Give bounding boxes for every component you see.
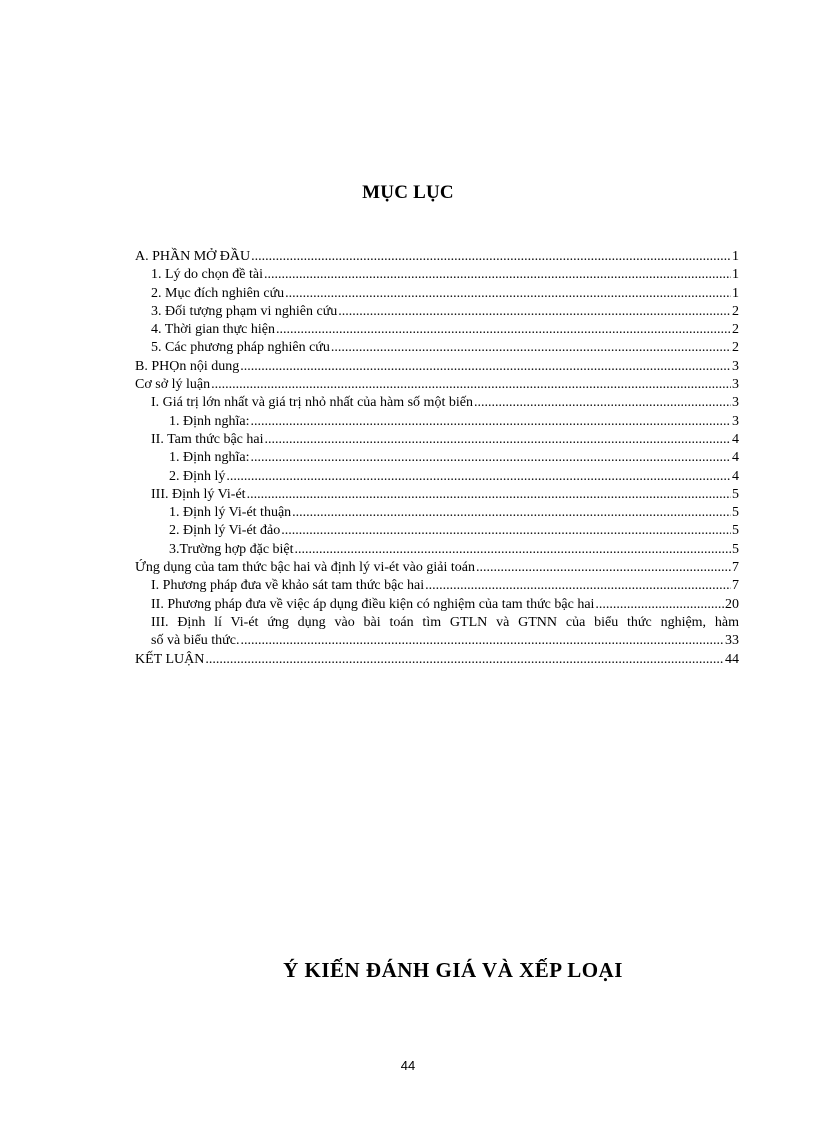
toc-label: 2. Định lý Vi-ét đảo — [169, 523, 281, 539]
toc-page: 4 — [732, 431, 739, 447]
toc-page: 3 — [732, 395, 739, 411]
toc-entry[interactable] — [135, 321, 739, 339]
toc-entry[interactable] — [135, 413, 739, 431]
toc-entry[interactable] — [135, 651, 739, 669]
toc-page: 4 — [732, 468, 739, 484]
toc-page: 5 — [732, 505, 739, 521]
toc-label: A. PHẦN MỞ ĐẦU — [135, 249, 251, 264]
toc-entry[interactable] — [135, 522, 739, 540]
page-title: MỤC LỤC — [362, 182, 454, 203]
toc-label: II. Phương pháp đưa về việc áp dụng điều kiện có nghiệm của tam thức bậc hai — [151, 596, 595, 612]
toc-page: 3 — [732, 377, 739, 393]
toc-label: 5. Các phương pháp nghiên cứu — [151, 340, 330, 356]
toc-label: 3. Đối tượng phạm vi nghiên cứu — [151, 303, 338, 319]
toc-label: 4. Thời gian thực hiện — [151, 322, 275, 338]
toc-page: 2 — [732, 322, 739, 338]
toc-label: 1. Định nghĩa: — [169, 450, 250, 466]
toc-entry[interactable] — [135, 358, 739, 376]
toc-entry[interactable] — [135, 504, 739, 522]
table-of-contents — [135, 248, 739, 669]
toc-entry[interactable] — [135, 577, 739, 595]
toc-entry-wrapped-line2[interactable] — [135, 632, 739, 650]
section-heading: Ý KIẾN ĐÁNH GIÁ VÀ XẾP LOẠI — [283, 958, 623, 982]
toc-entry-wrapped-line1[interactable]: III. Định lí Vi-ét ứng dụng vào bài toán tìm GTLN và GTNN của biểu thức nghiệm, hàm — [151, 614, 739, 630]
toc-page: 20 — [725, 596, 739, 612]
toc-page: 5 — [732, 523, 739, 539]
toc-entry[interactable] — [135, 339, 739, 357]
toc-label: 3.Trường hợp đặc biệt — [169, 541, 294, 557]
toc-page: 1 — [732, 267, 739, 283]
toc-entry[interactable] — [135, 266, 739, 284]
toc-entry[interactable] — [135, 376, 739, 394]
toc-page: 3 — [732, 358, 739, 374]
toc-page: 2 — [732, 340, 739, 356]
toc-entry[interactable] — [135, 559, 739, 577]
toc-label: KẾT LUẬN — [135, 651, 205, 667]
toc-label: III. Định lý Vi-ét — [151, 486, 246, 502]
toc-label: II. Tam thức bậc hai — [151, 431, 264, 447]
toc-label: 1. Định nghĩa: — [169, 413, 250, 429]
toc-label: 2. Mục đích nghiên cứu — [151, 285, 285, 301]
toc-page: 3 — [732, 413, 739, 429]
toc-entry[interactable] — [135, 449, 739, 467]
toc-label: Cơ sở lý luận — [135, 377, 211, 393]
toc-entry[interactable] — [135, 596, 739, 614]
toc-label: I. Phương pháp đưa về khảo sát tam thức bậc hai — [151, 578, 425, 594]
toc-page: 2 — [732, 303, 739, 319]
toc-page: 4 — [732, 450, 739, 466]
toc-entry[interactable] — [135, 285, 739, 303]
toc-entry[interactable] — [135, 303, 739, 321]
toc-label: I. Giá trị lớn nhất và giá trị nhỏ nhất của hàm số một biến — [151, 395, 473, 411]
toc-page: 5 — [732, 541, 739, 557]
toc-entry[interactable] — [135, 468, 739, 486]
toc-entry[interactable] — [135, 431, 739, 449]
toc-page: 5 — [732, 486, 739, 502]
toc-label: Ứng dụng của tam thức bậc hai và định lý vi-ét vào giải toán — [135, 560, 475, 576]
toc-page: 33 — [725, 633, 739, 649]
toc-page: 7 — [732, 578, 739, 594]
page-number: 44 — [400, 1058, 416, 1073]
toc-label: B. PHỌn nội dung — [135, 358, 240, 374]
toc-entry[interactable] — [135, 541, 739, 559]
toc-label: 1. Định lý Vi-ét thuận — [169, 505, 292, 521]
toc-entry[interactable] — [135, 486, 739, 504]
toc-label: 2. Định lý — [169, 468, 226, 484]
toc-label: 1. Lý do chọn đề tài — [151, 267, 263, 283]
toc-label: số và biểu thức. — [151, 633, 240, 649]
toc-page: 1 — [732, 285, 739, 301]
toc-page: 1 — [732, 249, 739, 264]
toc-page: 7 — [732, 560, 739, 576]
toc-entry[interactable] — [135, 394, 739, 412]
toc-entry[interactable] — [135, 248, 739, 266]
toc-page: 44 — [725, 651, 739, 667]
